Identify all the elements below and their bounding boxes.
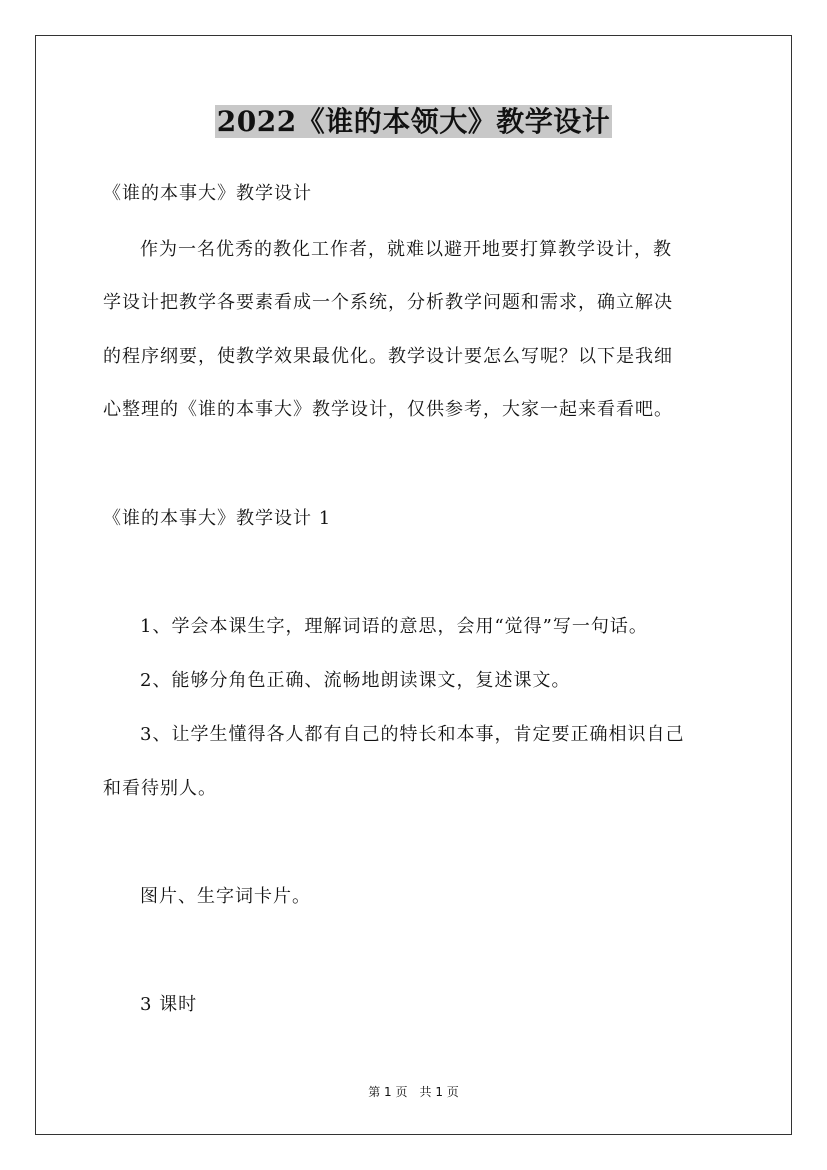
document-subtitle: 《谁的本事大》教学设计 — [103, 183, 312, 204]
intro-line-2: 学设计把教学各要素看成一个系统，分析教学问题和需求，确立解决 — [103, 292, 673, 313]
materials-text: 图片、生字词卡片。 — [140, 886, 311, 907]
goal-1: 1、学会本课生字，理解词语的意思，会用“觉得”写一句话。 — [140, 616, 648, 637]
goal-3-continued: 和看待别人。 — [103, 778, 217, 799]
document-title-text: 2022《谁的本领大》教学设计 — [216, 105, 611, 138]
goal-2: 2、能够分角色正确、流畅地朗读课文，复述课文。 — [140, 670, 571, 691]
goal-3: 3、让学生懂得各人都有自己的特长和本事，肯定要正确相识自己 — [140, 724, 685, 745]
page-number-footer: 第 1 页 共 1 页 — [368, 1085, 459, 1099]
duration-text: 3 课时 — [140, 994, 198, 1015]
intro-line-4: 心整理的《谁的本事大》教学设计，仅供参考，大家一起来看看吧。 — [103, 399, 673, 420]
intro-line-1: 作为一名优秀的教化工作者，就难以避开地要打算教学设计，教 — [140, 239, 672, 260]
intro-line-3: 的程序纲要，使教学效果最优化。教学设计要怎么写呢？以下是我细 — [103, 346, 673, 367]
section-heading: 《谁的本事大》教学设计 1 — [103, 508, 332, 529]
document-title — [0, 100, 827, 144]
